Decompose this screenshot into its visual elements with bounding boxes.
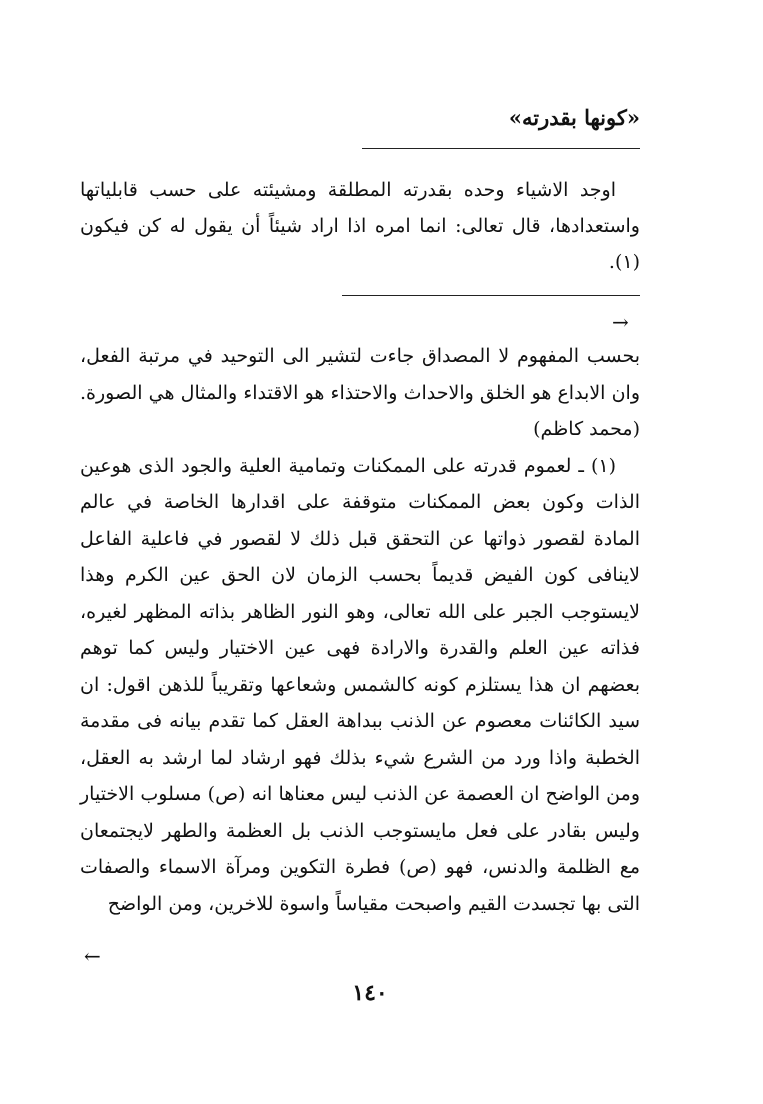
continuation-arrow-icon: →	[612, 310, 629, 334]
header-rule	[362, 148, 640, 149]
footnote-continued: بحسب المفهوم لا المصداق جاءت لتشير الى التوحيد في مرتبة الفعل، وان الابداع هو الخلق والاحداث والاحتذاء هو الاقتداء والمثال هي الصورة. (محمد كاظم)	[80, 345, 640, 440]
footnote-1: (١) ـ لعموم قدرته على الممكنات وتمامية العلية والجود الذى هوعين الذات وكون بعض الممكنات متوقفة على اقدارها الخاصة في عالم المادة لقصور ذواتها عن التحقق قبل ذلك لا لقصور في فاعلية الفاعل لاينافى كون الفيض قديماً بحسب الزمان لان الحق عين الكرم وهذا لايستوجب الجبر على الله تعالى، وهو النور الظاهر بذاته المظهر لغيره، فذاته عين العلم والقدرة والارادة فهى عين الاختيار وليس كما توهم بعضهم ان هذا يستلزم كونه كالشمس وشعاعها وتقريباً للذهن اقول: ان سيد الكائنات معصوم عن الذنب ببداهة العقل كما تقدم بيانه فى مقدمة الخطبة واذا ورد من الشرع شيء بذلك فهو ارشاد لما ارشد به العقل، ومن الواضح ان العصمة عن الذنب ليس معناها انه (ص) مسلوب الاختيار وليس بقادر على فعل مايستوجب الذنب بل العظمة والطهر لايجتمعان مع الظلمة والدنس، فهو (ص) فطرة التكوين ومرآة الاسماء والصفات التى بها تجسدت القيم واصبحت مقياساً واسوة للاخرين، ومن الواضح	[80, 454, 640, 915]
running-header: «كونها بقدرته»	[508, 105, 640, 130]
page-number: ١٤٠	[352, 980, 388, 1006]
continues-next-page-arrow-icon: ←	[84, 944, 101, 968]
footnote-separator	[342, 295, 640, 296]
main-paragraph	[80, 172, 640, 280]
footnotes	[80, 338, 640, 922]
main-text: اوجد الاشياء وحده بقدرته المطلقة ومشيئته على حسب قابلياتها واستعدادها، قال تعالى: انما امره اذا اراد شيئاً أن يقول له كن فيكون (١).	[80, 179, 640, 273]
